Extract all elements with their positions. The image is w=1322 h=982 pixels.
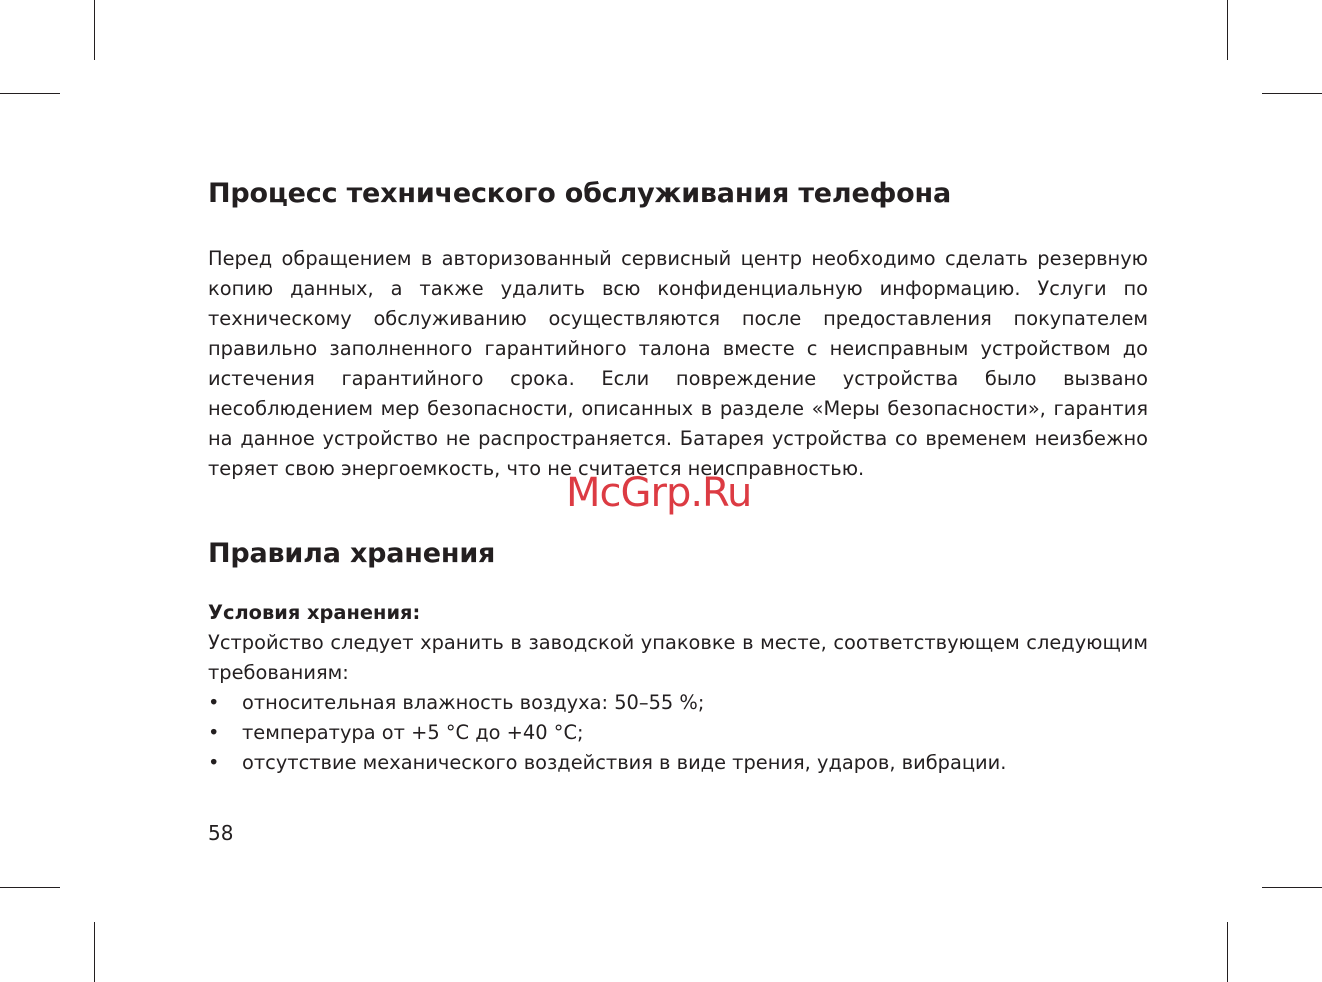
list-item-text: отсутствие механического воздействия в виде трения, ударов, вибрации.: [242, 751, 1007, 774]
crop-mark-bottom-right-horizontal: [1262, 887, 1322, 888]
maintenance-paragraph: Перед обращением в авторизованный сервисный центр необходимо сделать резервную копию данных, а также удалить всю конфиденциальную информацию. Услуги по техническому обслуживанию осуществляются после предоставления покупателем правильно заполненного гарантийного талона вместе с неисправным устройством до истечения гарантийного срока. Если повреждение устройства было вызвано несоблюдением мер безопасности, описанных в разделе «Меры безопасности», гарантия на данное устройство не распространяется. Батарея устройства со временем неизбежно теряет свою энергоемкость, что не считается неисправностью.: [208, 247, 1148, 480]
crop-mark-top-left-horizontal: [0, 93, 60, 94]
bullet-icon: •: [208, 691, 220, 714]
page-number: 58: [208, 821, 234, 845]
crop-mark-top-left-vertical: [94, 0, 95, 60]
list-item-text: температура от +5 °C до +40 °C;: [242, 721, 584, 744]
section-title-maintenance: Процесс технического обслуживания телефона: [208, 178, 951, 209]
crop-mark-top-right-horizontal: [1262, 93, 1322, 94]
storage-requirements-list: [208, 688, 1148, 778]
section-title-storage: Правила хранения: [208, 538, 496, 569]
list-item: [208, 748, 1148, 778]
bullet-icon: •: [208, 751, 220, 774]
watermark-text: McGrp.Ru: [566, 470, 752, 516]
storage-conditions-subtitle: Условия хранения:: [208, 601, 421, 624]
crop-mark-bottom-left-horizontal: [0, 887, 60, 888]
crop-mark-bottom-right-vertical: [1227, 922, 1228, 982]
crop-mark-top-right-vertical: [1227, 0, 1228, 60]
crop-mark-bottom-left-vertical: [94, 922, 95, 982]
bullet-icon: •: [208, 721, 220, 744]
list-item: [208, 718, 1148, 748]
list-item: [208, 688, 1148, 718]
list-item-text: относительная влажность воздуха: 50–55 %;: [242, 691, 705, 714]
storage-intro-paragraph: Устройство следует хранить в заводской упаковке в месте, соответствующем следующим требованиям:: [208, 631, 1148, 684]
